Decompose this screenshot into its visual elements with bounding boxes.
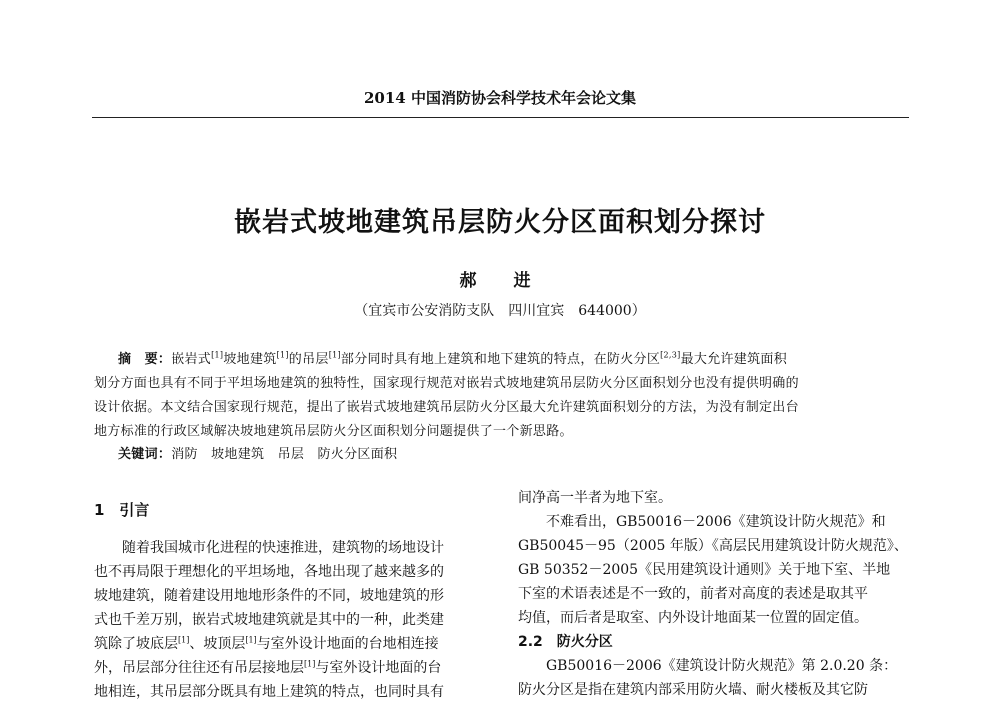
abstract-line-4: 地方标准的行政区域解决坡地建筑吊层防火分区面积划分问题提供了一个新思路。 xyxy=(94,424,573,439)
citation: [1] xyxy=(211,350,224,360)
abstract-line-1 xyxy=(118,348,787,367)
paragraph-line: GB50045－95（2005 年版）《高层民用建筑设计防火规范》、 xyxy=(518,538,908,554)
paper-title: 嵌岩式坡地建筑吊层防火分区面积划分探讨 xyxy=(234,207,766,238)
citation: [2,3] xyxy=(660,350,681,360)
paragraph-line: 下室的术语表述是不一致的，前者对高度的表述是取其平 xyxy=(518,586,868,602)
abstract-label: 摘 要： xyxy=(118,352,172,367)
author-affiliation: （宜宾市公安消防支队 四川宜宾 644000） xyxy=(354,303,646,319)
subsection-heading: 2.2 防火分区 xyxy=(518,634,613,650)
keywords-label: 关键词： xyxy=(118,447,172,462)
keywords-line xyxy=(118,443,397,462)
paragraph-line: 式也千差万别，嵌岩式坡地建筑就是其中的一种，此类建 xyxy=(94,612,444,628)
paragraph-line: GB 50352－2005《民用建筑设计通则》关于地下室、半地 xyxy=(518,562,891,578)
paragraph-line: GB50016－2006《建筑设计防火规范》第 2.0.20 条： xyxy=(546,658,898,674)
paragraph-line: 间净高一半者为地下室。 xyxy=(518,490,672,506)
paragraph-line: 坡地建筑，随着建设用地地形条件的不同，坡地建筑的形 xyxy=(94,588,444,604)
paragraph-line: 防火分区是指在建筑内部采用防火墙、耐火楼板及其它防 xyxy=(518,682,868,698)
abstract-text: 最大允许建筑面积 xyxy=(680,352,787,367)
text-span: 外，吊层部分往往还有吊层接地层 xyxy=(94,660,304,676)
abstract-text: 部分同时具有地上建筑和地下建筑的特点，在防火分区 xyxy=(340,352,661,367)
text-span: 与室外设计地面的台 xyxy=(315,660,442,676)
text-span: 筑除了坡底层 xyxy=(94,636,178,652)
abstract-text: 坡地建筑 xyxy=(223,352,277,367)
paragraph-line: 随着我国城市化进程的快速推进，建筑物的场地设计 xyxy=(122,540,444,556)
running-header: 2014 中国消防协会科学技术年会论文集 xyxy=(364,89,636,107)
abstract-line-2: 划分方面也具有不同于平坦场地建筑的独特性，国家现行规范对嵌岩式坡地建筑吊层防火分区面积划分也没有提供明确的 xyxy=(94,376,799,391)
abstract-line-3: 设计依据。本文结合国家现行规范，提出了嵌岩式坡地建筑吊层防火分区最大允许建筑面积划分的方法，为没有制定出台 xyxy=(94,400,799,415)
citation: [1] xyxy=(328,350,341,360)
abstract-text: 嵌岩式 xyxy=(171,352,212,367)
paragraph-line: 地相连，其吊层部分既具有地上建筑的特点，也同时具有 xyxy=(94,684,444,700)
paragraph-line xyxy=(94,656,492,680)
section-heading: 1 引言 xyxy=(94,501,150,519)
left-column xyxy=(94,498,492,704)
citation: [1] xyxy=(245,635,257,645)
paragraph-line: 均值，而后者是取室、内外设计地面某一位置的固定值。 xyxy=(518,610,868,626)
paragraph-line xyxy=(94,632,492,656)
citation: [1] xyxy=(276,350,289,360)
abstract-text: 的吊层 xyxy=(288,352,329,367)
citation: [1] xyxy=(304,659,316,669)
right-column xyxy=(518,486,910,702)
keywords-text: 消防 坡地建筑 吊层 防火分区面积 xyxy=(171,447,398,462)
citation: [1] xyxy=(178,635,190,645)
author-name: 郝 进 xyxy=(459,271,541,291)
header-rule xyxy=(92,117,909,118)
paragraph-line: 也不再局限于理想化的平坦场地，各地出现了越来越多的 xyxy=(94,564,444,580)
text-span: 、坡顶层 xyxy=(189,636,246,652)
paragraph-line: 不难看出，GB50016－2006《建筑设计防火规范》和 xyxy=(546,514,886,530)
text-span: 与室外设计地面的台地相连接 xyxy=(256,636,439,652)
